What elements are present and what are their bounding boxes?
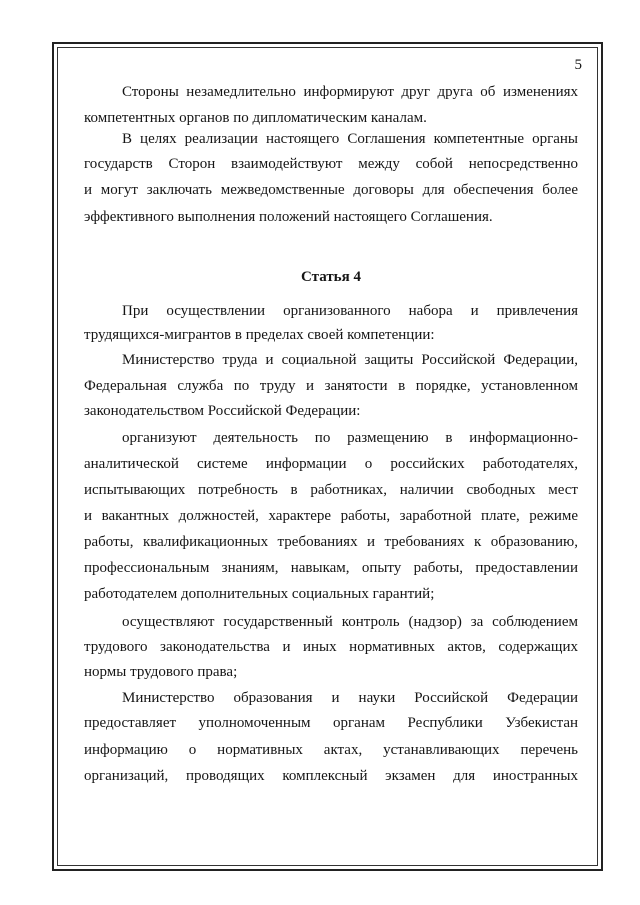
text-line: эффективного выполнения положений настоящего Соглашения. [84,209,493,225]
text-line: осуществляют государственный контроль (надзор) за соблюдением [122,614,578,630]
text-line: аналитической системе информации о российских работодателях, [84,456,578,472]
text-line: трудового законодательства и иных нормативных актов, содержащих [84,639,578,655]
text-line: Стороны незамедлительно информируют друг друга об изменениях [122,84,578,100]
text-line: работы, квалификационных требованиях и требованиях к образованию, [84,534,578,550]
text-line: При осуществлении организованного набора и привлечения [122,303,578,319]
text-line: компетентных органов по дипломатическим каналам. [84,110,427,126]
text-line: профессиональным знаниям, навыкам, опыту работы, предоставлении [84,560,578,576]
article-heading: Статья 4 [301,269,361,285]
text-line: законодательством Российской Федерации: [84,403,361,419]
text-line: организуют деятельность по размещению в информационно- [122,430,578,446]
text-line: информацию о нормативных актах, устанавливающих перечень [84,742,578,758]
text-line: организаций, проводящих комплексный экзамен для иностранных [84,768,578,784]
text-line: и могут заключать межведомственные договоры для обеспечения более [84,182,578,198]
text-line: нормы трудового права; [84,664,238,680]
text-line: государств Сторон взаимодействуют между собой непосредственно [84,156,578,172]
text-line: Министерство образования и науки Российской Федерации [122,690,578,706]
text-line: В целях реализации настоящего Соглашения компетентные органы [122,131,578,147]
text-line: работодателем дополнительных социальных гарантий; [84,586,435,602]
text-line: Министерство труда и социальной защиты Российской Федерации, [122,352,578,368]
text-line: и вакантных должностей, характере работы, заработной плате, режиме [84,508,578,524]
text-line: предоставляет уполномоченным органам Республики Узбекистан [84,715,578,731]
text-line: трудящихся-мигрантов в пределах своей компетенции: [84,327,435,343]
text-line: Федеральная служба по труду и занятости в порядке, установленном [84,378,578,394]
text-line: испытывающих потребность в работниках, наличии свободных мест [84,482,578,498]
page-number: 5 [574,57,582,73]
